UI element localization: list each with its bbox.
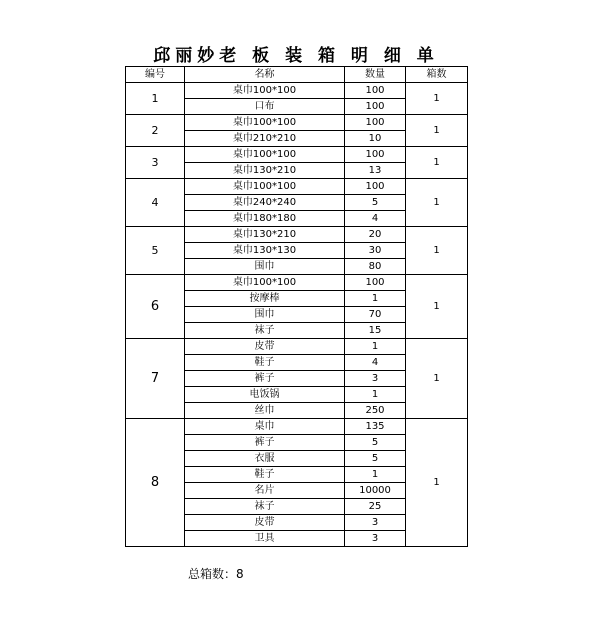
- header-row: [126, 67, 468, 83]
- item-name-cell: 裤子: [185, 435, 345, 451]
- box-number-cell: 7: [126, 339, 185, 419]
- item-quantity-cell: 5: [345, 451, 406, 467]
- item-quantity-cell: 100: [345, 99, 406, 115]
- box-count-cell: 1: [406, 419, 468, 547]
- item-quantity-cell: 70: [345, 307, 406, 323]
- item-quantity-cell: 30: [345, 243, 406, 259]
- table-body: [126, 83, 468, 547]
- box-number-cell: 4: [126, 179, 185, 227]
- box-count-cell: 1: [406, 83, 468, 115]
- item-quantity-cell: 1: [345, 339, 406, 355]
- item-quantity-cell: 4: [345, 355, 406, 371]
- item-name-cell: 桌巾180*180: [185, 211, 345, 227]
- item-name-cell: 桌巾130*210: [185, 163, 345, 179]
- box-count-cell: 1: [406, 115, 468, 147]
- item-quantity-cell: 135: [345, 419, 406, 435]
- item-name-cell: 桌巾100*100: [185, 147, 345, 163]
- table-row: [126, 227, 468, 243]
- item-quantity-cell: 1: [345, 291, 406, 307]
- item-name-cell: 按摩棒: [185, 291, 345, 307]
- box-number-cell: 1: [126, 83, 185, 115]
- item-quantity-cell: 100: [345, 275, 406, 291]
- item-quantity-cell: 5: [345, 195, 406, 211]
- total-boxes: [188, 565, 244, 582]
- box-number-cell: 5: [126, 227, 185, 275]
- item-name-cell: 鞋子: [185, 467, 345, 483]
- item-quantity-cell: 3: [345, 531, 406, 547]
- table-row: [126, 419, 468, 435]
- box-count-cell: 1: [406, 339, 468, 419]
- document-title: 邱丽妙老 板 装 箱 明 细 单: [153, 46, 439, 66]
- item-name-cell: 围巾: [185, 259, 345, 275]
- item-quantity-cell: 25: [345, 499, 406, 515]
- item-name-cell: 桌巾240*240: [185, 195, 345, 211]
- item-quantity-cell: 250: [345, 403, 406, 419]
- item-quantity-cell: 10: [345, 131, 406, 147]
- box-number-cell: 2: [126, 115, 185, 147]
- item-name-cell: 裤子: [185, 371, 345, 387]
- table-row: [126, 83, 468, 99]
- box-count-cell: 1: [406, 275, 468, 339]
- item-name-cell: 名片: [185, 483, 345, 499]
- item-name-cell: 桌巾100*100: [185, 83, 345, 99]
- header-quantity: 数量: [345, 67, 406, 83]
- item-name-cell: 口布: [185, 99, 345, 115]
- item-quantity-cell: 80: [345, 259, 406, 275]
- item-quantity-cell: 100: [345, 83, 406, 99]
- item-name-cell: 皮带: [185, 515, 345, 531]
- item-quantity-cell: 100: [345, 179, 406, 195]
- item-quantity-cell: 15: [345, 323, 406, 339]
- item-quantity-cell: 10000: [345, 483, 406, 499]
- item-quantity-cell: 100: [345, 115, 406, 131]
- item-name-cell: 丝巾: [185, 403, 345, 419]
- table-row: [126, 179, 468, 195]
- item-name-cell: 桌巾100*100: [185, 275, 345, 291]
- item-name-cell: 围巾: [185, 307, 345, 323]
- header-number: 编号: [126, 67, 185, 83]
- item-quantity-cell: 3: [345, 371, 406, 387]
- box-count-cell: 1: [406, 227, 468, 275]
- item-quantity-cell: 20: [345, 227, 406, 243]
- item-name-cell: 桌巾130*130: [185, 243, 345, 259]
- item-name-cell: 桌巾: [185, 419, 345, 435]
- item-name-cell: 袜子: [185, 323, 345, 339]
- item-quantity-cell: 1: [345, 467, 406, 483]
- box-count-cell: 1: [406, 147, 468, 179]
- total-boxes-label: 总箱数：: [188, 567, 237, 581]
- total-boxes-value: 8: [236, 567, 244, 581]
- packing-list-table: [125, 66, 468, 547]
- header-boxes: 箱数: [406, 67, 468, 83]
- item-name-cell: 衣服: [185, 451, 345, 467]
- item-name-cell: 桌巾130*210: [185, 227, 345, 243]
- item-name-cell: 皮带: [185, 339, 345, 355]
- item-name-cell: 袜子: [185, 499, 345, 515]
- item-name-cell: 电饭锅: [185, 387, 345, 403]
- item-quantity-cell: 100: [345, 147, 406, 163]
- item-quantity-cell: 3: [345, 515, 406, 531]
- box-number-cell: 3: [126, 147, 185, 179]
- table-row: [126, 115, 468, 131]
- table-row: [126, 147, 468, 163]
- item-name-cell: 鞋子: [185, 355, 345, 371]
- item-quantity-cell: 4: [345, 211, 406, 227]
- item-quantity-cell: 1: [345, 387, 406, 403]
- item-name-cell: 卫具: [185, 531, 345, 547]
- box-number-cell: 8: [126, 419, 185, 547]
- table-row: [126, 275, 468, 291]
- box-number-cell: 6: [126, 275, 185, 339]
- table-row: [126, 339, 468, 355]
- item-name-cell: 桌巾100*100: [185, 179, 345, 195]
- item-quantity-cell: 5: [345, 435, 406, 451]
- item-quantity-cell: 13: [345, 163, 406, 179]
- item-name-cell: 桌巾210*210: [185, 131, 345, 147]
- header-name: 名称: [185, 67, 345, 83]
- item-name-cell: 桌巾100*100: [185, 115, 345, 131]
- box-count-cell: 1: [406, 179, 468, 227]
